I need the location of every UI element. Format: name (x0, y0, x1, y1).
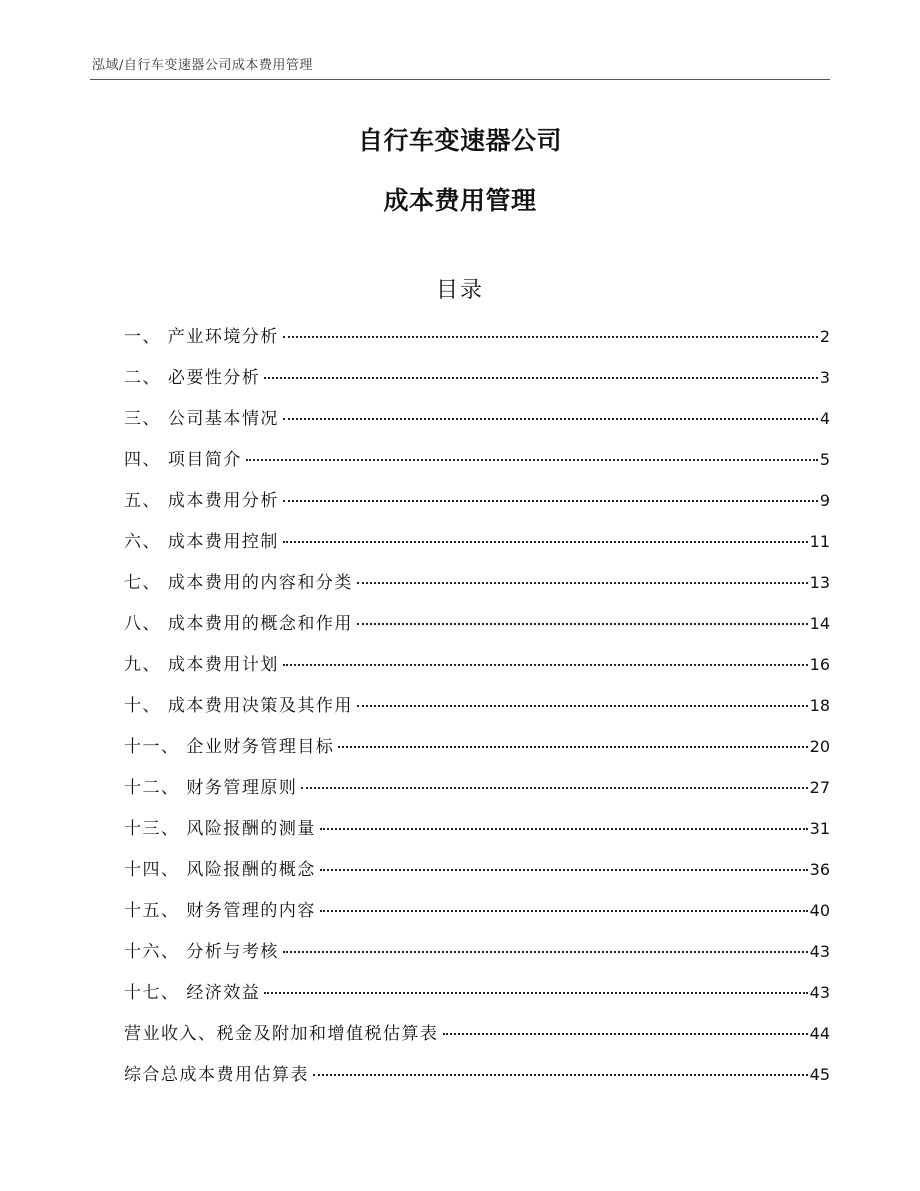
toc-entry-label: 一、 产业环境分析 (124, 327, 279, 347)
toc-entry-label: 综合总成本费用估算表 (124, 1065, 309, 1085)
toc-entry-label: 十一、 企业财务管理目标 (124, 737, 335, 757)
toc-entry-label: 营业收入、税金及附加和增值税估算表 (124, 1024, 439, 1044)
toc-entry-page: 16 (809, 655, 830, 674)
toc-entry-label: 十六、 分析与考核 (124, 942, 279, 962)
toc-dot-leader (283, 500, 818, 502)
toc-dot-leader (283, 664, 808, 666)
toc-entry[interactable] (124, 363, 830, 404)
toc-entry-label: 三、 公司基本情况 (124, 409, 279, 429)
toc-entry-label: 二、 必要性分析 (124, 368, 261, 388)
toc-dot-leader (283, 336, 818, 338)
toc-dot-leader (264, 992, 807, 994)
toc-entry[interactable] (124, 855, 830, 896)
toc-entry[interactable] (124, 445, 830, 486)
toc-entry-label: 五、 成本费用分析 (124, 491, 279, 511)
toc-dot-leader (283, 418, 818, 420)
toc-entry-label: 四、 项目简介 (124, 450, 242, 470)
toc-entry[interactable] (124, 322, 830, 363)
toc-entry-label: 十五、 财务管理的内容 (124, 901, 316, 921)
toc-entry-page: 36 (809, 860, 830, 879)
toc-dot-leader (357, 623, 808, 625)
toc-entry-label: 七、 成本费用的内容和分类 (124, 573, 353, 593)
toc-entry-page: 5 (819, 450, 830, 469)
toc-entry[interactable] (124, 1019, 830, 1060)
toc-dot-leader (357, 582, 808, 584)
toc-entry[interactable] (124, 486, 830, 527)
toc-entry-page: 27 (809, 778, 830, 797)
toc-entry-page: 3 (819, 368, 830, 387)
toc-entry-page: 20 (809, 737, 830, 756)
toc-dot-leader (320, 828, 808, 830)
toc-entry[interactable] (124, 1060, 830, 1101)
toc-dot-leader (313, 1074, 808, 1076)
toc-entry[interactable] (124, 773, 830, 814)
toc-entry[interactable] (124, 896, 830, 937)
toc-entry[interactable] (124, 650, 830, 691)
running-header: 泓域/自行车变速器公司成本费用管理 (92, 58, 313, 73)
toc-entry-page: 43 (809, 942, 830, 961)
toc-entry[interactable] (124, 691, 830, 732)
toc-entry[interactable] (124, 978, 830, 1019)
document-subtitle: 成本费用管理 (383, 186, 537, 215)
toc-entry-page: 9 (819, 491, 830, 510)
toc-dot-leader (264, 377, 817, 379)
toc-dot-leader (320, 910, 808, 912)
toc-entry-label: 八、 成本费用的概念和作用 (124, 614, 353, 634)
toc-entry[interactable] (124, 404, 830, 445)
toc-entry-page: 4 (819, 409, 830, 428)
table-of-contents (124, 322, 830, 1101)
toc-heading: 目录 (435, 278, 484, 303)
toc-dot-leader (283, 951, 808, 953)
toc-entry-label: 十七、 经济效益 (124, 983, 261, 1003)
toc-entry-page: 11 (809, 532, 830, 551)
toc-entry[interactable] (124, 937, 830, 978)
toc-entry-label: 十四、 风险报酬的概念 (124, 860, 316, 880)
toc-entry-page: 18 (809, 696, 830, 715)
toc-dot-leader (246, 459, 818, 461)
document-title: 自行车变速器公司 (357, 126, 562, 155)
toc-dot-leader (443, 1033, 808, 1035)
toc-entry-label: 十、 成本费用决策及其作用 (124, 696, 353, 716)
toc-entry[interactable] (124, 814, 830, 855)
toc-entry-page: 13 (809, 573, 830, 592)
toc-dot-leader (338, 746, 807, 748)
toc-entry-page: 14 (809, 614, 830, 633)
toc-entry-page: 43 (809, 983, 830, 1002)
toc-entry-label: 十二、 财务管理原则 (124, 778, 298, 798)
toc-entry-page: 40 (809, 901, 830, 920)
toc-dot-leader (301, 787, 807, 789)
toc-entry-page: 2 (819, 327, 830, 346)
toc-entry-page: 45 (809, 1065, 830, 1084)
toc-dot-leader (283, 541, 808, 543)
toc-dot-leader (357, 705, 808, 707)
header-divider (90, 79, 830, 80)
toc-dot-leader (320, 869, 808, 871)
toc-entry-label: 六、 成本费用控制 (124, 532, 279, 552)
toc-entry-label: 十三、 风险报酬的测量 (124, 819, 316, 839)
toc-entry-page: 31 (809, 819, 830, 838)
toc-entry[interactable] (124, 732, 830, 773)
toc-entry-page: 44 (809, 1024, 830, 1043)
toc-entry[interactable] (124, 568, 830, 609)
toc-entry-label: 九、 成本费用计划 (124, 655, 279, 675)
toc-entry[interactable] (124, 527, 830, 568)
toc-entry[interactable] (124, 609, 830, 650)
